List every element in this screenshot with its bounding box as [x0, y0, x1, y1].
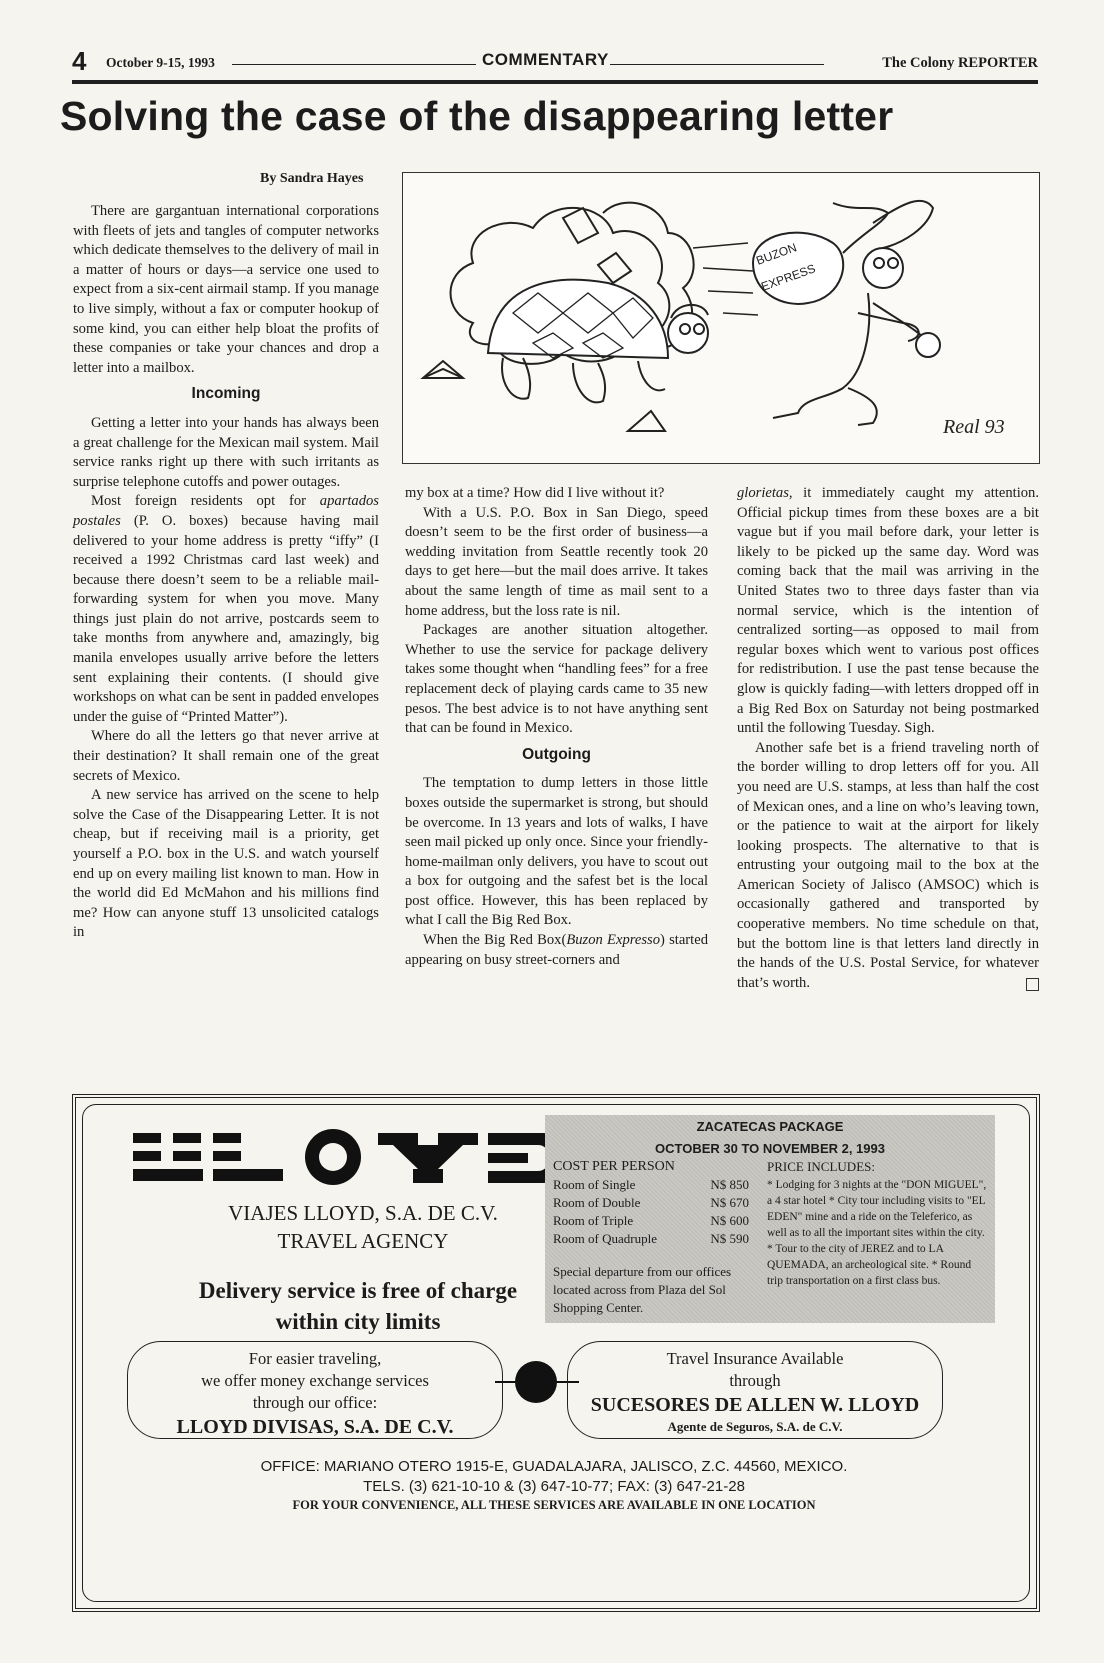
advertisement: [72, 1094, 1040, 1612]
paragraph: With a U.S. P.O. Box in San Diego, speed doesn’t seem to be the first order of business—a wedding invitation from Seattle recently took 20 days to get here—but the mail does arrive. It takes about the same length of time as mail sent to a home address, but the loss rate is nil.: [405, 504, 708, 619]
header-line-left: [232, 64, 476, 65]
price-includes-text: * Lodging for 3 nights at the "DON MIGUEL", a 4 star hotel * City tour including visits to "EL EDEN" mine and a ride on the Teleferico, as well as to all the important sites within the city. * Tour to the city of JEREZ and to LA QUEMADA, an archeological site. * Round trip transportation on a first class bus.: [767, 1179, 987, 1287]
header-line-right: [610, 64, 824, 65]
delivery-notice: Delivery service is free of charge within city limits: [198, 1278, 518, 1334]
article-column-1: [73, 202, 379, 943]
money-exchange-box: For easier traveling, we offer money exchange services through our office: LLOYD DIVISAS, S.A. DE C.V.: [127, 1341, 503, 1439]
room-row: Room of Single N$ 850: [553, 1177, 749, 1192]
cost-header: COST PER PERSON: [553, 1159, 675, 1174]
paragraph: A new service has arrived on the scene to help solve the Case of the Disappearing Letter. It is not cheap, but if receiving mail is a priority, get yourself a P.O. box in the U.S. and watch yourself end up on every mailing list known to man. How in the world did Ed McMahon and his millions find me? How can anyone stuff 13 unsolicited catalogs in: [73, 787, 379, 941]
office-address: OFFICE: MARIANO OTERO 1915-E, GUADALAJARA, JALISCO, Z.C. 44560, MEXICO.: [260, 1458, 848, 1475]
page-number: 4: [72, 46, 87, 76]
subhead-outgoing: Outgoing: [522, 745, 591, 763]
paragraph: The temptation to dump letters in those little boxes outside the supermarket is strong, but should be overcome. In 13 years and lots of walks, I have seen mail picked up only once. Since your friendly-home-mailman only delivers, you have to scout out a box for outgoing and the safest bet is the local post office. However, this has been replaced by what I call the Big Red Box.: [405, 775, 708, 929]
mailbox-text-2: EXPRESS: [759, 261, 818, 294]
end-mark-icon: [1026, 978, 1039, 991]
paragraph: Packages are another situation altogether. Whether to use the service for package delivery takes some thought when “handling fees” for a free replacement deck of playing cards came to 35 new pesos. The best advice is to not have anything sent that can be found in Mexico.: [405, 622, 708, 737]
room-row: Room of Double N$ 670: [553, 1195, 749, 1210]
room-row: Room of Triple N$ 600: [553, 1213, 749, 1228]
lloyd-logo: [133, 1127, 573, 1191]
price-includes-header: PRICE INCLUDES:: [767, 1159, 875, 1174]
mailbox-text-1: BUZON: [754, 240, 799, 268]
section-name: COMMENTARY: [482, 50, 609, 69]
logo-text: LLOYD: [133, 1127, 137, 1128]
paragraph: Getting a letter into your hands has always been a great challenge for the Mexican mail system. Mail service ranks right up there with such irritants as surprise telephone cutoffs and power outages.: [73, 414, 379, 490]
cartoon-signature: Real 93: [943, 416, 1005, 438]
paragraph: When the Big Red Box(Buzon Expresso) started appearing on busy street-corners and: [405, 932, 708, 968]
article-column-2: [405, 484, 708, 970]
paragraph: Where do all the letters go that never arrive at their destination? It shall remain one of the great secrets of Mexico.: [73, 728, 379, 784]
page-header: [72, 46, 1038, 76]
room-row: Room of Quadruple N$ 590: [553, 1231, 749, 1246]
issue-date: October 9-15, 1993: [106, 55, 215, 70]
paragraph: Another safe bet is a friend traveling north of the border willing to drop letters off for you. All you need are U.S. stamps, at less than half the cost of Mexican ones, and a line on who’s leaving town, or the patience to wait at the airport for likely looking prospects. The alternative to that is entrusting your outgoing mail to the box at the American Society of Jalisco (AMSOC) which is occasionally gathered and transported by cooperative members. No time schedule on that, but the bottom line is that letters land directly in the hands of the U.S. Postal Service, for whatever that’s worth.: [737, 739, 1039, 991]
paragraph: glorietas, it immediately caught my attention. Official pickup times from these boxes are a bit vague but if you mail before dark, your letter is likely to be picked up the same day. Word was coming back that the mail was arriving in the United States two to three days faster than via normal service, which is the intention of centralized sorting—as opposed to mail from regular boxes which went to various post offices for redistribution. I use the past tense because the glow is quickly fading—with letters dropped off in a Big Red Box on Saturday not being postmarked until the following Tuesday. Sigh.: [737, 485, 1039, 737]
subhead-incoming: Incoming: [191, 385, 261, 403]
header-rule: [72, 80, 1038, 84]
convenience-note: FOR YOUR CONVENIENCE, ALL THESE SERVICES ARE AVAILABLE IN ONE LOCATION: [292, 1498, 816, 1512]
travel-insurance-box: Travel Insurance Available through SUCESORES DE ALLEN W. LLOYD Agente de Seguros, S.A. de C.V.: [567, 1341, 943, 1439]
paragraph: There are gargantuan international corporations with fleets of jets and tangles of computer networks which dedicate themselves to the delivery of mail in a matter of hours or days—a service one used to expect from a six-cent airmail stamp. If you manage to live simply, without a fax or computer hookup of some kind, you can either help bloat the profits of these companies or take your chances and drop a letter into a mailbox.: [73, 203, 379, 376]
byline: By Sandra Hayes: [260, 171, 364, 186]
phone-numbers: TELS. (3) 621-10-10 & (3) 647-10-77; FAX: (3) 647-21-28: [363, 1478, 745, 1495]
bullet-dot-icon: [515, 1361, 557, 1403]
ad-frame: [82, 1104, 1030, 1602]
cartoon-illustration: [402, 172, 1040, 464]
cartoon-drawing: [403, 173, 1039, 463]
paragraph: my box at a time? How did I live without it?: [405, 485, 665, 501]
zacatecas-package-box: [545, 1115, 995, 1323]
departure-info: Special departure from our offices located across from Plaza del Sol Shopping Center.: [553, 1264, 732, 1315]
agency-name: VIAJES LLOYD, S.A. DE C.V. TRAVEL AGENCY: [228, 1201, 498, 1253]
package-dates: OCTOBER 30 TO NOVEMBER 2, 1993: [655, 1141, 885, 1156]
paper-name: The Colony REPORTER: [882, 55, 1038, 71]
article-column-3: [737, 484, 1039, 993]
paragraph: Most foreign residents opt for apartados postales (P. O. boxes) because having mail delivered to your home address is pretty “iffy” (I received a 1992 Christmas card last week) and because there doesn’t seem to be a reliable mail-forwarding system for when you move. Many things just plain do not arrive, postcards seem to take months from anywhere and, amazingly, big manila envelopes usually arrive before the letters sent explaining their contents. (I should give workshops on what can be sent in padded envelopes under the guise of “Printed Matter”).: [73, 493, 379, 725]
headline: Solving the case of the disappearing letter: [60, 93, 894, 139]
package-title: ZACATECAS PACKAGE: [696, 1119, 844, 1134]
